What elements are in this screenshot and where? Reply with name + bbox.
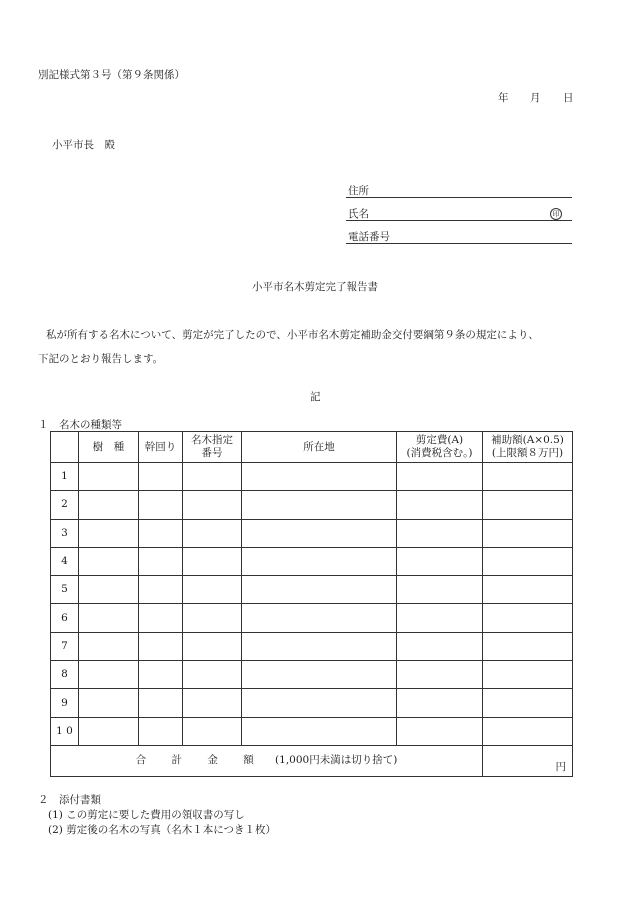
species-cell[interactable] <box>79 576 139 604</box>
designation-cell[interactable] <box>183 689 242 717</box>
location-cell[interactable] <box>242 661 397 689</box>
species-cell[interactable] <box>79 547 139 575</box>
location-cell[interactable] <box>242 689 397 717</box>
row-number: 8 <box>51 661 79 689</box>
table-row <box>51 604 573 632</box>
location-cell[interactable] <box>242 519 397 547</box>
species-cell[interactable] <box>79 491 139 519</box>
designation-cell[interactable] <box>183 576 242 604</box>
cost-cell[interactable] <box>397 604 483 632</box>
subsidy-cell[interactable] <box>483 519 573 547</box>
total-char-2: 計 <box>171 754 183 767</box>
body-text-line2: 下記のとおり報告します。 <box>38 353 164 365</box>
table-row <box>51 547 573 575</box>
cost-cell[interactable] <box>397 547 483 575</box>
phone-label: 電話番号 <box>348 231 390 243</box>
row-number: 4 <box>51 547 79 575</box>
cost-cell[interactable] <box>397 717 483 745</box>
subsidy-cell[interactable] <box>483 576 573 604</box>
species-cell[interactable] <box>79 717 139 745</box>
name-line <box>346 220 572 221</box>
subsidy-cell[interactable] <box>483 661 573 689</box>
designation-cell[interactable] <box>183 547 242 575</box>
location-cell[interactable] <box>242 491 397 519</box>
designation-cell[interactable] <box>183 632 242 660</box>
girth-cell[interactable] <box>139 632 183 660</box>
girth-cell[interactable] <box>139 717 183 745</box>
cost-cell[interactable] <box>397 463 483 491</box>
species-cell[interactable] <box>79 463 139 491</box>
header-cost <box>397 432 483 463</box>
attachment-item-1: (1) この剪定に要した費用の領収書の写し <box>48 809 245 821</box>
header-cost-line2: (消費税含む。) <box>406 447 473 459</box>
document-title: 小平市名木剪定完了報告書 <box>252 281 378 293</box>
header-location: 所在地 <box>242 432 397 463</box>
header-subsidy <box>483 432 573 463</box>
address-label: 住所 <box>348 185 369 197</box>
location-cell[interactable] <box>242 547 397 575</box>
total-row <box>51 745 573 776</box>
designation-cell[interactable] <box>183 463 242 491</box>
row-number: 1 0 <box>51 717 79 745</box>
table-row <box>51 491 573 519</box>
total-label-cell <box>51 745 483 776</box>
tree-table <box>50 431 573 777</box>
designation-cell[interactable] <box>183 661 242 689</box>
addressee: 小平市長 殿 <box>52 139 115 151</box>
header-designation-line2: 番号 <box>201 447 223 459</box>
girth-cell[interactable] <box>139 689 183 717</box>
row-number: 3 <box>51 519 79 547</box>
girth-cell[interactable] <box>139 661 183 689</box>
header-number <box>51 432 79 463</box>
row-number: 9 <box>51 689 79 717</box>
name-label: 氏名 <box>348 208 369 220</box>
cost-cell[interactable] <box>397 576 483 604</box>
total-char-1: 合 <box>135 754 147 767</box>
table-row <box>51 519 573 547</box>
subsidy-cell[interactable] <box>483 463 573 491</box>
girth-cell[interactable] <box>139 576 183 604</box>
species-cell[interactable] <box>79 689 139 717</box>
total-char-3: 金 <box>207 754 218 767</box>
subsidy-cell[interactable] <box>483 604 573 632</box>
species-cell[interactable] <box>79 519 139 547</box>
section2-heading: ２ 添付書類 <box>38 794 101 806</box>
location-cell[interactable] <box>242 717 397 745</box>
location-cell[interactable] <box>242 632 397 660</box>
designation-cell[interactable] <box>183 519 242 547</box>
designation-cell[interactable] <box>183 491 242 519</box>
girth-cell[interactable] <box>139 463 183 491</box>
row-number: 1 <box>51 463 79 491</box>
row-number: 7 <box>51 632 79 660</box>
ki-heading: 記 <box>310 391 321 403</box>
table-row <box>51 717 573 745</box>
date-month-label: 月 <box>530 92 541 104</box>
table-row <box>51 632 573 660</box>
total-note: (1,000円未満は切り捨て) <box>275 754 398 767</box>
location-cell[interactable] <box>242 463 397 491</box>
phone-line <box>346 243 572 244</box>
table-row <box>51 689 573 717</box>
species-cell[interactable] <box>79 632 139 660</box>
subsidy-cell[interactable] <box>483 689 573 717</box>
date-year-label: 年 <box>498 92 509 104</box>
cost-cell[interactable] <box>397 689 483 717</box>
table-header-row <box>51 432 573 463</box>
location-cell[interactable] <box>242 604 397 632</box>
address-line <box>346 197 572 198</box>
species-cell[interactable] <box>79 661 139 689</box>
subsidy-cell[interactable] <box>483 491 573 519</box>
cost-cell[interactable] <box>397 661 483 689</box>
table-row <box>51 463 573 491</box>
cost-cell[interactable] <box>397 519 483 547</box>
header-species: 樹 種 <box>79 432 139 463</box>
subsidy-cell[interactable] <box>483 547 573 575</box>
header-designation-line1: 名木指定 <box>191 434 233 446</box>
header-girth: 幹回り <box>139 432 183 463</box>
header-designation-number <box>183 432 242 463</box>
total-char-4: 額 <box>243 754 254 767</box>
girth-cell[interactable] <box>139 547 183 575</box>
section1-heading: １ 名木の種類等 <box>38 419 122 431</box>
header-subsidy-line1: 補助額(A×0.5) <box>491 434 564 446</box>
subsidy-cell[interactable] <box>483 717 573 745</box>
body-text-line1: 私が所有する名木について、剪定が完了したので、小平市名木剪定補助金交付要綱第９条の規定により、 <box>46 329 539 341</box>
table-row <box>51 661 573 689</box>
attachment-item-2: (2) 剪定後の名木の写真（名木１本につき１枚） <box>48 824 277 836</box>
girth-cell[interactable] <box>139 491 183 519</box>
designation-cell[interactable] <box>183 717 242 745</box>
row-number: 6 <box>51 604 79 632</box>
table-row <box>51 576 573 604</box>
girth-cell[interactable] <box>139 519 183 547</box>
header-subsidy-line2: (上限額８万円) <box>491 447 564 459</box>
header-cost-line1: 剪定費(A) <box>415 434 464 446</box>
girth-cell[interactable] <box>139 604 183 632</box>
cost-cell[interactable] <box>397 632 483 660</box>
form-number: 別記様式第３号（第９条関係） <box>38 69 185 81</box>
cost-cell[interactable] <box>397 491 483 519</box>
location-cell[interactable] <box>242 576 397 604</box>
designation-cell[interactable] <box>183 604 242 632</box>
species-cell[interactable] <box>79 604 139 632</box>
seal-mark: 印 <box>550 208 562 220</box>
row-number: 5 <box>51 576 79 604</box>
row-number: 2 <box>51 491 79 519</box>
total-amount-cell[interactable] <box>483 745 573 776</box>
subsidy-cell[interactable] <box>483 632 573 660</box>
date-day-label: 日 <box>563 92 574 104</box>
yen-unit: 円 <box>555 760 566 773</box>
